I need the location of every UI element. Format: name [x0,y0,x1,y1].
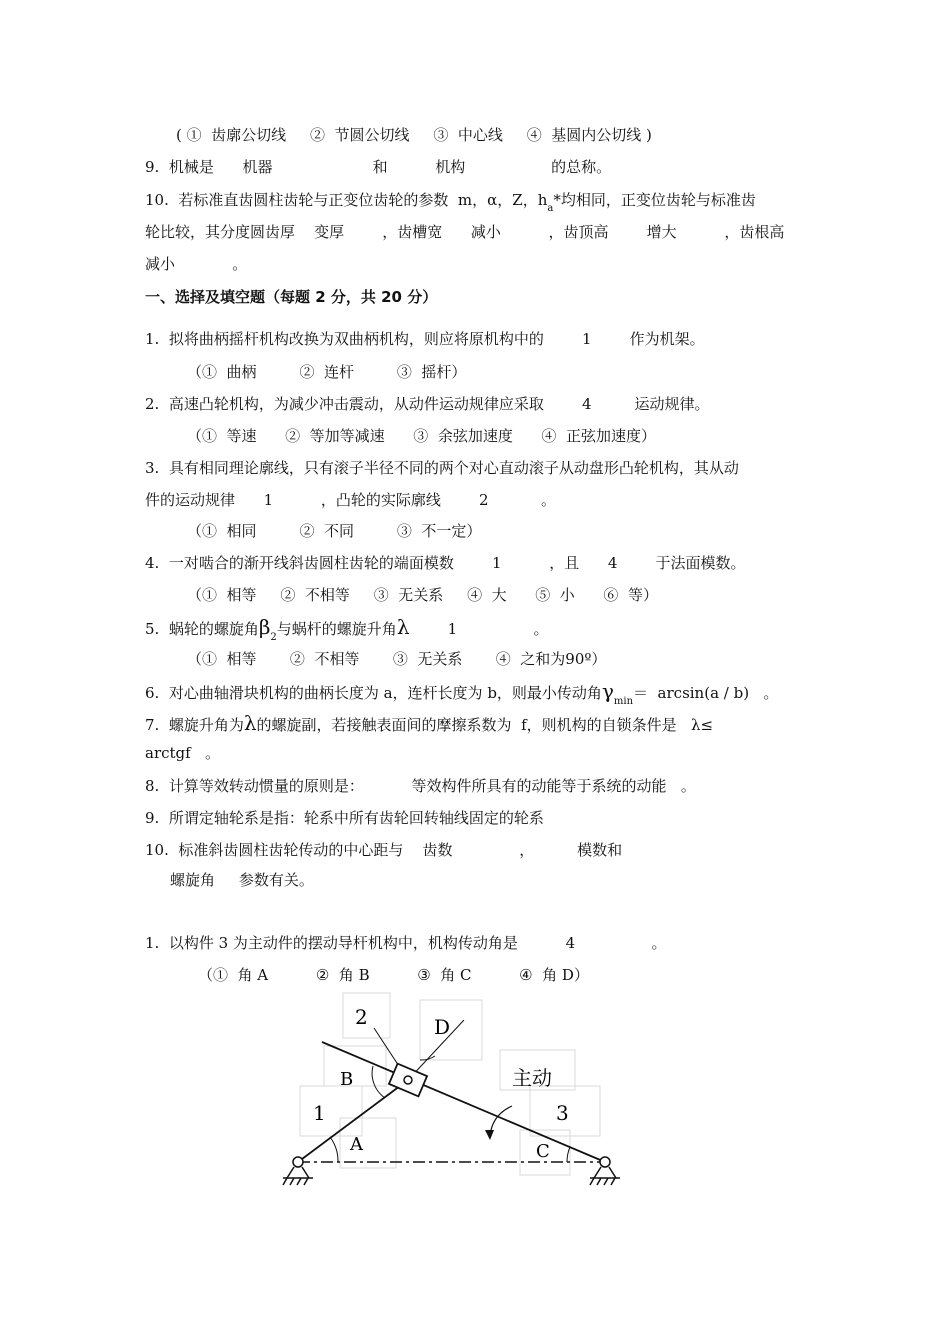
question-5-options: （① 相等 ② 不相等 ③ 无关系 ④ 之和为90º） [187,650,607,668]
question-3-line1: 3. 具有相同理论廓线，只有滚子半径不同的两个对心直动滚子从动盘形凸轮机构，其从动 [145,459,739,477]
question-3-line2: 件的运动规律 1 ，凸轮的实际廓线 2 。 [145,491,556,509]
q5-text-c: 1 。 [409,620,549,638]
question-9-top: 9. 机械是 机器 和 机构 的总称。 [145,158,612,176]
question-10-line2: 螺旋角 参数有关。 [170,871,314,889]
problem-1-options: （① 角 A ② 角 B ③ 角 C ④ 角 D） [198,966,589,984]
question-1-options: （① 曲柄 ② 连杆 ③ 摇杆） [187,363,467,381]
question-2: 2. 高速凸轮机构，为减少冲击震动，从动件运动规律应采取 4 运动规律。 [145,395,710,413]
right-pivot [590,1157,620,1185]
q10-text-a: 10. 若标准直齿圆柱齿轮与正变位齿轮的参数 m，α，Z，h [145,191,548,209]
question-10-line1: 10. 标准斜齿圆柱齿轮传动的中心距与 齿数 ， 模数和 [145,841,623,859]
left-pivot [283,1157,313,1185]
question-3-options: （① 相同 ② 不同 ③ 不一定） [187,522,482,540]
q7-text-b: 的螺旋副，若接触表面间的摩擦系数为 f，则机构的自锁条件是 λ≤ [256,716,714,734]
question-7-line2: arctgf 。 [145,744,221,762]
q10-subscript: a [547,203,554,214]
beta-symbol: β [258,615,271,639]
q10-text-b: *均相同，正变位齿轮与标准齿 [553,191,756,209]
label-angle-b: B [340,1069,354,1090]
label-angle-d: D [434,1015,451,1039]
q6-text-b: ＝ arcsin(a / b) 。 [633,684,779,702]
q6-text-a: 6. 对心曲轴滑块机构的曲柄长度为 a，连杆长度为 b，则最小传动角 [145,684,602,702]
question-9: 9. 所谓定轴轮系是指：轮系中所有齿轮回转轴线固定的轮系 [145,809,544,827]
lambda-symbol: λ [396,615,410,639]
question-10-top-line3: 减小 。 [145,255,248,273]
question-4: 4. 一对啮合的渐开线斜齿圆柱齿轮的端面模数 1 ，且 4 于法面模数。 [145,554,746,572]
problem-1: 1. 以构件 3 为主动件的摆动导杆机构中，机构传动角是 4 。 [145,934,667,952]
label-driving: 主动 [512,1066,552,1090]
q5-text-b: 与蜗杆的螺旋升角 [276,620,397,638]
angle-b-arc [372,1066,385,1098]
angle-a-arc [330,1137,338,1162]
label-link-3: 3 [556,1101,569,1125]
gamma-subscript: min [613,696,634,707]
gamma-symbol: γ [601,679,614,703]
label-link-2: 2 [355,1005,368,1029]
q7-text-a: 7. 螺旋升角为 [145,716,244,734]
question-2-options: （① 等速 ② 等加等减速 ③ 余弦加速度 ④ 正弦加速度） [187,427,656,445]
label-angle-a: A [350,1134,363,1155]
q5-text-a: 5. 蜗轮的螺旋角 [145,620,259,638]
slider-pin [404,1076,412,1084]
question-10-top-line2: 轮比较，其分度圆齿厚 变厚 ，齿槽宽 减小 ，齿顶高 增大 ，齿根高 [145,223,785,241]
question-1: 1. 拟将曲柄摇杆机构改换为双曲柄机构，则应将原机构中的 1 作为机架。 [145,330,705,348]
answer-options-line: ( ① 齿廓公切线 ② 节圆公切线 ③ 中心线 ④ 基圆内公切线 ) [176,126,652,144]
angle-d-arc [420,1056,435,1060]
label-angle-c: C [536,1141,550,1162]
lambda-symbol-2: λ [243,711,257,735]
driving-arrowhead [485,1130,494,1140]
section-heading: 一、选择及填空题（每题 2 分，共 20 分） [145,288,438,306]
question-8: 8. 计算等效转动惯量的原则是： 等效构件所具有的动能等于系统的动能 。 [145,777,696,795]
label-link-1: 1 [313,1101,326,1125]
beta-subscript: 2 [270,632,277,643]
question-4-options: （① 相等 ② 不相等 ③ 无关系 ④ 大 ⑤ 小 ⑥ 等） [187,586,658,604]
